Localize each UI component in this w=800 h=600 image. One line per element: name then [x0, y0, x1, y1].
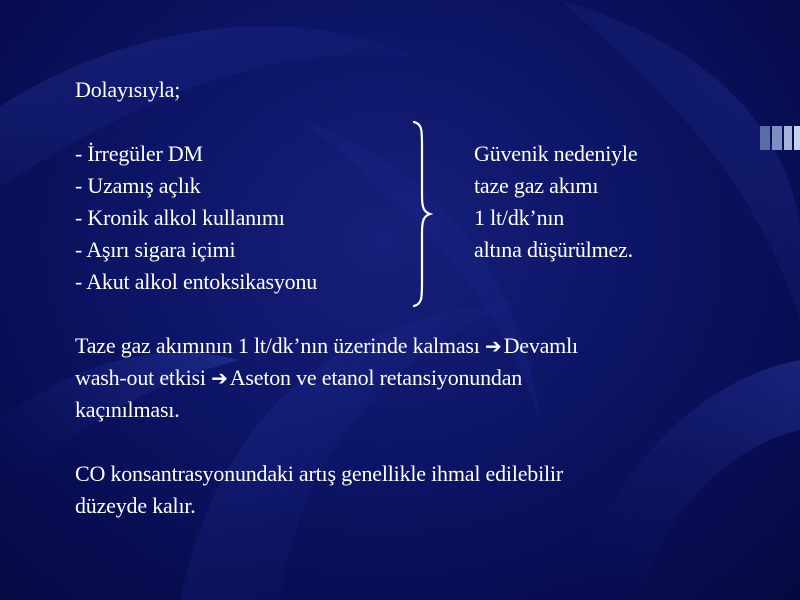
paragraph-text: Devamlı [503, 333, 578, 358]
paragraph-line [75, 330, 578, 362]
list-item: - Kronik alkol kullanımı [75, 205, 285, 230]
right-brace-icon [400, 118, 440, 310]
paragraph-text: Taze gaz akımının 1 lt/dk’nın üzerinde kalması [75, 333, 480, 358]
list-item: - Uzamış açlık [75, 173, 201, 198]
heading: Dolayısıyla; [75, 77, 181, 102]
list-item: - Akut alkol entoksikasyonu [75, 269, 318, 294]
list-item: - İrregüler DM [75, 141, 203, 166]
right-text-line: altına düşürülmez. [474, 237, 633, 262]
right-text-line: Güvenik nedeniyle [474, 141, 638, 166]
paragraph-line: CO konsantrasyonundaki artış genellikle ihmal edilebilir [75, 461, 563, 486]
right-text-line: 1 lt/dk’nın [474, 205, 565, 230]
list-item: - Aşırı sigara içimi [75, 237, 236, 262]
paragraph-line: düzeyde kalır. [75, 493, 196, 518]
arrow-right-icon: ➔ [485, 334, 502, 358]
arrow-right-icon: ➔ [211, 366, 228, 390]
paragraph-text: wash-out etkisi [75, 365, 206, 390]
paragraph-line: kaçınılması. [75, 397, 180, 422]
paragraph-text: Aseton ve etanol retansiyonundan [229, 365, 523, 390]
right-text-line: taze gaz akımı [474, 173, 599, 198]
paragraph-line [75, 362, 522, 394]
